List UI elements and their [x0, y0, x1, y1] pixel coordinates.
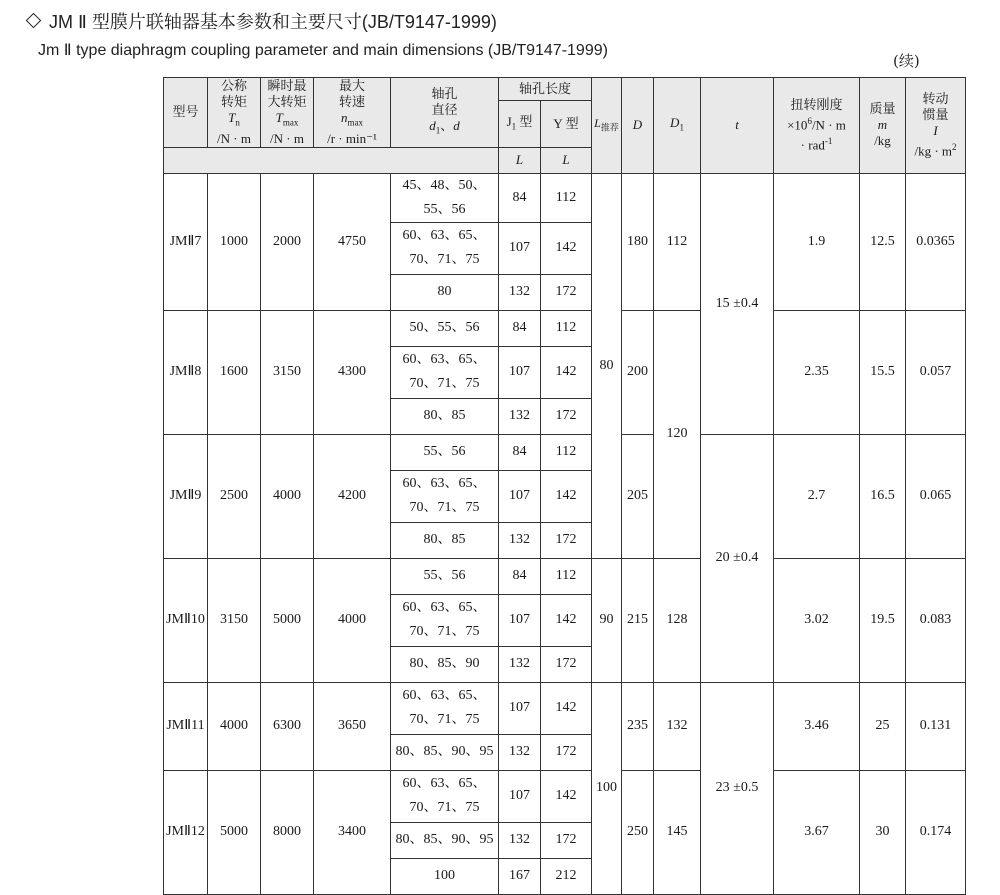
j1-length-cell: 167 [499, 858, 541, 894]
diamond-bullet-icon [26, 13, 42, 29]
mass-cell: 30 [860, 770, 906, 894]
j1-length-cell: 132 [499, 734, 541, 770]
D1-cell: 145 [654, 770, 701, 894]
D1-cell: 132 [654, 682, 701, 770]
table-row [164, 173, 966, 222]
D1-cell: 120 [654, 310, 701, 558]
speed-cell: 4300 [314, 310, 391, 434]
model-cell: JMⅡ9 [164, 434, 208, 558]
header-D1: $D_1$ [654, 78, 701, 174]
mass-cell: 25 [860, 682, 906, 770]
j1-length-cell: 132 [499, 274, 541, 310]
D-cell: 180 [622, 173, 654, 310]
bore-diameter-cell: 80、85、90、95 [391, 734, 499, 770]
bore-diameter-cell: 60、63、65、 70、71、75 [391, 222, 499, 274]
l-recommended-cell: 80 [592, 173, 622, 558]
j1-length-cell: 84 [499, 173, 541, 222]
mass-cell: 16.5 [860, 434, 906, 558]
bore-diameter-cell: 60、63、65、 70、71、75 [391, 770, 499, 822]
l-recommended-cell: 90 [592, 558, 622, 682]
bore-diameter-cell: 60、63、65、 70、71、75 [391, 594, 499, 646]
table-row [164, 310, 966, 346]
header-D: D [622, 78, 654, 174]
max-torque-cell: 6300 [261, 682, 314, 770]
D-cell: 250 [622, 770, 654, 894]
stiffness-cell: 3.02 [774, 558, 860, 682]
max-torque-cell: 8000 [261, 770, 314, 894]
D-cell: 205 [622, 434, 654, 558]
j1-length-cell: 132 [499, 522, 541, 558]
bore-diameter-cell: 80、85 [391, 522, 499, 558]
t-cell: 23 ±0.5 [701, 682, 774, 894]
max-torque-cell: 4000 [261, 434, 314, 558]
mass-cell: 12.5 [860, 173, 906, 310]
bore-diameter-cell: 55、56 [391, 558, 499, 594]
y-length-cell: 142 [541, 770, 592, 822]
D-cell: 215 [622, 558, 654, 682]
table-row [164, 434, 966, 470]
inertia-cell: 0.057 [906, 310, 966, 434]
table-row [164, 770, 966, 822]
bore-diameter-cell: 50、55、56 [391, 310, 499, 346]
model-cell: JMⅡ10 [164, 558, 208, 682]
title-chinese [28, 8, 497, 34]
header-t: t [701, 78, 774, 174]
inertia-cell: 0.065 [906, 434, 966, 558]
torque-cell: 1000 [208, 173, 261, 310]
D-cell: 235 [622, 682, 654, 770]
bore-diameter-cell: 60、63、65、 70、71、75 [391, 346, 499, 398]
y-length-cell: 112 [541, 310, 592, 346]
speed-cell: 3400 [314, 770, 391, 894]
y-length-cell: 172 [541, 398, 592, 434]
bore-diameter-cell: 60、63、65、 70、71、75 [391, 682, 499, 734]
j1-length-cell: 107 [499, 222, 541, 274]
j1-length-cell: 84 [499, 434, 541, 470]
title-english: Jm Ⅱ type diaphragm coupling parameter and main dimensions (JB/T9147-1999) [38, 42, 608, 59]
inertia-cell: 0.174 [906, 770, 966, 894]
header-bore-diameter: 轴孔 直径 $d_1$、d [391, 78, 499, 148]
y-length-cell: 142 [541, 682, 592, 734]
bore-diameter-cell: 80、85、90、95 [391, 822, 499, 858]
model-cell: JMⅡ7 [164, 173, 208, 310]
speed-cell: 4000 [314, 558, 391, 682]
j1-length-cell: 107 [499, 682, 541, 734]
y-length-cell: 212 [541, 858, 592, 894]
y-length-cell: 142 [541, 594, 592, 646]
j1-length-cell: 84 [499, 310, 541, 346]
j1-length-cell: 107 [499, 594, 541, 646]
t-cell: 20 ±0.4 [701, 434, 774, 682]
j1-length-cell: 132 [499, 822, 541, 858]
stiffness-cell: 1.9 [774, 173, 860, 310]
bore-diameter-cell: 45、48、50、55、56 [391, 173, 499, 222]
bore-diameter-cell: 80 [391, 274, 499, 310]
model-cell: JMⅡ12 [164, 770, 208, 894]
y-length-cell: 142 [541, 470, 592, 522]
torque-cell: 5000 [208, 770, 261, 894]
t-cell: 15 ±0.4 [701, 173, 774, 434]
torque-cell: 3150 [208, 558, 261, 682]
speed-cell: 4750 [314, 173, 391, 310]
inertia-cell: 0.131 [906, 682, 966, 770]
header-max-torque: 瞬时最 大转矩 $T_{max}$ /N · m [261, 78, 314, 148]
model-cell: JMⅡ11 [164, 682, 208, 770]
l-recommended-cell: 100 [592, 682, 622, 894]
torque-cell: 2500 [208, 434, 261, 558]
header-torque: 公称 转矩 $T_n$ /N · m [208, 78, 261, 148]
j1-length-cell: 107 [499, 470, 541, 522]
y-length-cell: 172 [541, 822, 592, 858]
j1-length-cell: 132 [499, 646, 541, 682]
torque-cell: 4000 [208, 682, 261, 770]
bore-diameter-cell: 80、85 [391, 398, 499, 434]
torque-cell: 1600 [208, 310, 261, 434]
header-bore-length: 轴孔长度 [499, 78, 592, 101]
j1-length-cell: 107 [499, 346, 541, 398]
D1-cell: 128 [654, 558, 701, 682]
y-length-cell: 112 [541, 173, 592, 222]
table-row [164, 682, 966, 734]
title-chinese-text: JM Ⅱ 型膜片联轴器基本参数和主要尺寸(JB/T9147-1999) [49, 12, 497, 32]
model-cell: JMⅡ8 [164, 310, 208, 434]
continued-label: (续) [893, 52, 920, 70]
header-L-j1: L [499, 147, 541, 173]
bore-diameter-cell: 100 [391, 858, 499, 894]
y-length-cell: 172 [541, 274, 592, 310]
header-inertia: 转动 惯量 I $/kg \cdot m^2$ [906, 78, 966, 174]
D1-cell: 112 [654, 173, 701, 310]
bore-diameter-cell: 60、63、65、 70、71、75 [391, 470, 499, 522]
header-spacer [164, 147, 499, 173]
y-length-cell: 142 [541, 222, 592, 274]
j1-length-cell: 84 [499, 558, 541, 594]
table-row [164, 558, 966, 594]
speed-cell: 3650 [314, 682, 391, 770]
y-length-cell: 172 [541, 646, 592, 682]
y-length-cell: 142 [541, 346, 592, 398]
bore-diameter-cell: 55、56 [391, 434, 499, 470]
header-model: 型号 [164, 78, 208, 148]
stiffness-cell: 3.67 [774, 770, 860, 894]
max-torque-cell: 2000 [261, 173, 314, 310]
header-l-recommended: $L_{推荐}$ [592, 78, 622, 174]
inertia-cell: 0.0365 [906, 173, 966, 310]
header-mass: 质量 m /kg [860, 78, 906, 174]
header-stiffness: 扭转刚度 $\times 10^6/N \cdot m$ · rad$^{-1}$ [774, 78, 860, 174]
header-speed: 最大 转速 $n_{max}$ /r · min⁻¹ [314, 78, 391, 148]
speed-cell: 4200 [314, 434, 391, 558]
header-j1: $J_1$ 型 [499, 101, 541, 147]
y-length-cell: 112 [541, 558, 592, 594]
mass-cell: 15.5 [860, 310, 906, 434]
stiffness-cell: 2.35 [774, 310, 860, 434]
D-cell: 200 [622, 310, 654, 434]
y-length-cell: 112 [541, 434, 592, 470]
y-length-cell: 172 [541, 734, 592, 770]
inertia-cell: 0.083 [906, 558, 966, 682]
y-length-cell: 172 [541, 522, 592, 558]
j1-length-cell: 107 [499, 770, 541, 822]
coupling-spec-table [163, 77, 966, 895]
stiffness-cell: 2.7 [774, 434, 860, 558]
max-torque-cell: 5000 [261, 558, 314, 682]
bore-diameter-cell: 80、85、90 [391, 646, 499, 682]
header-L-y: L [541, 147, 592, 173]
stiffness-cell: 3.46 [774, 682, 860, 770]
max-torque-cell: 3150 [261, 310, 314, 434]
mass-cell: 19.5 [860, 558, 906, 682]
j1-length-cell: 132 [499, 398, 541, 434]
header-y: Y 型 [541, 101, 592, 147]
